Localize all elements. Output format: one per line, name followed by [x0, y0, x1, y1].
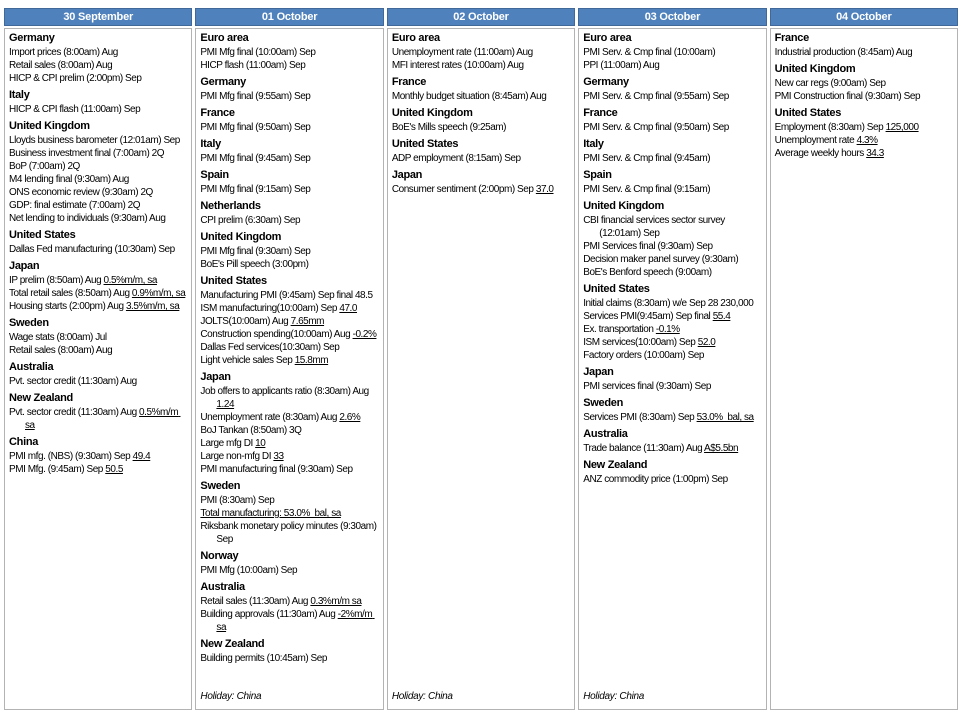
country-label: Italy	[9, 89, 30, 101]
event-text: Unemployment rate	[774, 135, 855, 146]
event-value: 47.0	[339, 303, 357, 314]
country-section	[392, 32, 570, 72]
country-label: France	[774, 32, 809, 44]
event-row	[200, 315, 378, 328]
event-text: PMI Services final (9:30am) Sep	[583, 241, 713, 252]
event-row	[9, 134, 187, 147]
event-row	[9, 375, 187, 388]
event-text: Net lending to individuals (9:30am) Aug	[9, 213, 166, 224]
country-label: New Zealand	[583, 459, 648, 471]
event-text: BoE's Mills speech (9:25am)	[391, 122, 507, 133]
event-row	[9, 186, 187, 199]
event-text: Pvt. sector credit (11:30am) Aug	[9, 407, 137, 418]
event-row	[775, 134, 953, 147]
country-label: Australia	[200, 581, 245, 593]
event-text: HICP & CPI prelim (2:00pm) Sep	[9, 73, 142, 84]
country-label: Sweden	[9, 317, 49, 329]
event-row	[583, 310, 761, 323]
country-label: Australia	[9, 361, 54, 373]
event-row	[9, 274, 187, 287]
event-value: 1.24	[216, 399, 235, 410]
country-section	[200, 550, 378, 577]
event-value: 15.8mm	[294, 355, 329, 366]
country-label: Germany	[9, 32, 55, 44]
event-text: PMI mfg. (NBS) (9:30am) Sep	[9, 451, 131, 462]
event-value: 3.5%m/m, sa	[125, 301, 180, 312]
event-text: Services PMI (8:30am) Sep	[583, 412, 695, 423]
country-label: United Kingdom	[391, 107, 473, 119]
event-text: PMI Mfg final (9:50am) Sep	[200, 122, 311, 133]
event-text: PMI Serv. & Cmp final (9:50am) Sep	[583, 122, 729, 133]
country-section	[583, 169, 761, 196]
event-row	[583, 323, 761, 336]
column-date-header: 01 October	[195, 8, 383, 26]
column-date-header: 30 September	[4, 8, 192, 26]
column-body	[770, 28, 958, 710]
country-section	[200, 138, 378, 165]
event-row	[583, 183, 761, 196]
event-text: Initial claims (8:30am) w/e Sep 28 230,000	[583, 298, 754, 309]
event-row	[583, 46, 761, 59]
event-text: Monthly budget situation (8:45am) Aug	[391, 91, 547, 102]
country-label: Japan	[9, 260, 40, 272]
event-value: 125,000	[885, 122, 919, 133]
event-value: 49.4	[132, 451, 151, 462]
calendar-column	[387, 8, 575, 710]
event-text: Building permits (10:45am) Sep	[200, 653, 327, 664]
event-text: PMI Serv. & Cmp final (9:45am)	[583, 153, 711, 164]
country-label: France	[583, 107, 618, 119]
country-section	[9, 89, 187, 116]
country-section	[200, 76, 378, 103]
event-text: PMI Serv. & Cmp final (9:15am)	[583, 184, 711, 195]
event-text: Business investment final (7:00am) 2Q	[9, 148, 165, 159]
event-text: ADP employment (8:15am) Sep	[391, 153, 521, 164]
country-section	[583, 459, 761, 486]
event-row	[583, 411, 761, 424]
country-section	[775, 63, 953, 103]
event-row	[775, 121, 953, 134]
event-value: -0.2%	[352, 329, 377, 340]
country-section	[200, 480, 378, 546]
event-value: 2.6%	[339, 412, 361, 423]
event-text: Retail sales (11:30am) Aug	[200, 596, 309, 607]
event-text: HICP & CPI flash (11:00am) Sep	[9, 104, 141, 115]
event-row	[9, 287, 187, 300]
country-section	[9, 392, 187, 432]
event-value: 34.3	[866, 148, 884, 159]
country-label: United Kingdom	[200, 231, 282, 243]
country-label: France	[200, 107, 235, 119]
country-section	[392, 107, 570, 134]
event-row	[9, 450, 187, 463]
column-body	[4, 28, 192, 710]
column-body	[195, 28, 383, 710]
event-text: MFI interest rates (10:00am) Aug	[391, 60, 524, 71]
event-row	[9, 212, 187, 225]
event-text: Industrial production (8:45am) Aug	[774, 47, 913, 58]
event-row	[392, 183, 570, 196]
event-row	[200, 595, 378, 608]
country-label: Germany	[200, 76, 246, 88]
event-text: PMI manufacturing final (9:30am) Sep	[200, 464, 353, 475]
event-row	[200, 183, 378, 196]
event-text: Job offers to applicants ratio (8:30am) Aug	[200, 386, 369, 397]
event-text: Total retail sales (8:50am) Aug	[9, 288, 130, 299]
event-row	[9, 72, 187, 85]
country-label: Euro area	[391, 32, 440, 44]
event-row	[583, 349, 761, 362]
event-text: Retail sales (8:00am) Aug	[9, 60, 113, 71]
event-text: Ex. transportation	[583, 324, 654, 335]
event-row	[200, 341, 378, 354]
country-label: United Kingdom	[774, 63, 856, 75]
event-value: 53.0% bal, sa	[696, 412, 754, 423]
event-text: JOLTS(10:00am) Aug	[200, 316, 289, 327]
event-row	[775, 147, 953, 160]
event-text: HICP flash (11:00am) Sep	[200, 60, 306, 71]
event-value: Total manufacturing: 53.0% bal, sa	[200, 508, 341, 519]
event-value: -0.1%	[655, 324, 680, 335]
event-row	[392, 152, 570, 165]
event-value: 0.5%m/m sa	[25, 407, 181, 431]
event-text: Import prices (8:00am) Aug	[9, 47, 118, 58]
event-row	[200, 463, 378, 476]
event-row	[200, 564, 378, 577]
event-row	[775, 46, 953, 59]
event-row	[200, 328, 378, 341]
country-label: Japan	[583, 366, 614, 378]
country-section	[200, 200, 378, 227]
event-text: IP prelim (8:50am) Aug	[9, 275, 102, 286]
event-row	[583, 442, 761, 455]
event-text: Unemployment rate (11:00am) Aug	[391, 47, 533, 58]
event-text: Wage stats (8:00am) Jul	[9, 332, 107, 343]
calendar-column	[4, 8, 192, 710]
country-label: New Zealand	[200, 638, 265, 650]
event-text: Dallas Fed services(10:30am) Sep	[200, 342, 340, 353]
event-row	[200, 59, 378, 72]
event-text: M4 lending final (9:30am) Aug	[9, 174, 129, 185]
column-date-header: 04 October	[770, 8, 958, 26]
event-value: 7.65mm	[290, 316, 325, 327]
event-value: 52.0	[697, 337, 716, 348]
event-text: PPI (11:00am) Aug	[583, 60, 660, 71]
country-label: Italy	[583, 138, 604, 150]
event-row	[200, 245, 378, 258]
event-text: New car regs (9:00am) Sep	[774, 78, 886, 89]
event-text: PMI Mfg. (9:45am) Sep	[9, 464, 103, 475]
event-row	[583, 59, 761, 72]
event-text: PMI Construction final (9:30am) Sep	[774, 91, 921, 102]
calendar-column	[578, 8, 766, 710]
event-text: Construction spending(10:00am) Aug	[200, 329, 351, 340]
event-value: 0.5%m/m, sa	[103, 275, 157, 286]
event-row	[200, 90, 378, 103]
country-label: Germany	[583, 76, 629, 88]
event-row	[200, 507, 378, 520]
event-row	[9, 160, 187, 173]
event-text: Unemployment rate (8:30am) Aug	[200, 412, 337, 423]
event-value: 0.9%m/m, sa	[131, 288, 186, 299]
event-text: Manufacturing PMI (9:45am) Sep final 48.5	[200, 290, 373, 301]
event-text: PMI Mfg final (9:15am) Sep	[200, 184, 311, 195]
event-text: Riksbank monetary policy minutes (9:30am) Sep	[200, 521, 377, 545]
event-text: PMI (8:30am) Sep	[200, 495, 275, 506]
event-row	[392, 59, 570, 72]
event-row	[9, 103, 187, 116]
event-text: Large mfg DI	[200, 438, 253, 449]
event-text: ANZ commodity price (1:00pm) Sep	[583, 474, 728, 485]
country-label: Euro area	[583, 32, 632, 44]
country-label: New Zealand	[9, 392, 73, 404]
event-row	[200, 608, 378, 634]
event-row	[200, 494, 378, 507]
country-section	[9, 120, 187, 225]
event-row	[200, 652, 378, 665]
event-value: 33	[273, 451, 284, 462]
country-label: Norway	[200, 550, 239, 562]
event-value: -2%m/m sa	[216, 609, 375, 633]
country-section	[9, 229, 187, 256]
country-label: Italy	[200, 138, 221, 150]
event-text: BoP (7:00am) 2Q	[9, 161, 80, 172]
calendar-column	[195, 8, 383, 710]
holiday-note: Holiday: China	[200, 691, 262, 702]
event-value: 10	[255, 438, 266, 449]
country-section	[9, 32, 187, 85]
event-row	[9, 300, 187, 313]
country-label: Netherlands	[200, 200, 261, 212]
country-label: United Kingdom	[583, 200, 664, 212]
event-row	[9, 147, 187, 160]
country-section	[200, 638, 378, 665]
event-row	[9, 243, 187, 256]
country-section	[583, 366, 761, 393]
event-row	[583, 90, 761, 103]
event-value: 4.3%	[856, 135, 878, 146]
event-text: PMI Mfg (10:00am) Sep	[200, 565, 298, 576]
country-label: Japan	[391, 169, 423, 181]
event-row	[583, 121, 761, 134]
country-label: United States	[583, 283, 650, 295]
event-row	[200, 258, 378, 271]
country-section	[775, 107, 953, 160]
country-section	[392, 138, 570, 165]
event-text: PMI Mfg final (10:00am) Sep	[200, 47, 316, 58]
event-row	[583, 240, 761, 253]
event-row	[200, 385, 378, 411]
column-body	[578, 28, 766, 710]
event-text: ISM manufacturing(10:00am) Sep	[200, 303, 337, 314]
event-text: Consumer sentiment (2:00pm) Sep	[391, 184, 534, 195]
event-row	[775, 77, 953, 90]
country-section	[392, 169, 570, 196]
event-row	[200, 354, 378, 367]
event-row	[583, 473, 761, 486]
event-text: Large non-mfg DI	[200, 451, 272, 462]
event-row	[583, 266, 761, 279]
country-label: Euro area	[200, 32, 249, 44]
event-text: PMI Serv. & Cmp final (10:00am)	[583, 47, 716, 58]
event-row	[583, 336, 761, 349]
event-value: 55.4	[712, 311, 731, 322]
event-text: CBI financial services sector survey (12:01am) Sep	[583, 215, 725, 239]
event-text: Housing starts (2:00pm) Aug	[9, 301, 124, 312]
event-row	[392, 90, 570, 103]
country-section	[583, 138, 761, 165]
event-row	[9, 344, 187, 357]
country-section	[200, 169, 378, 196]
column-body	[387, 28, 575, 710]
event-text: Factory orders (10:00am) Sep	[583, 350, 705, 361]
event-text: ISM services(10:00am) Sep	[583, 337, 696, 348]
country-label: United States	[774, 107, 842, 119]
country-section	[583, 107, 761, 134]
event-text: Lloyds business barometer (12:01am) Sep	[9, 135, 180, 146]
event-text: GDP: final estimate (7:00am) 2Q	[9, 200, 141, 211]
event-row	[9, 59, 187, 72]
event-text: Average weekly hours	[774, 148, 864, 159]
event-row	[9, 406, 187, 432]
event-row	[200, 302, 378, 315]
event-row	[200, 424, 378, 437]
event-value: 50.5	[105, 464, 123, 475]
country-section	[583, 200, 761, 279]
event-row	[9, 331, 187, 344]
country-label: United Kingdom	[9, 120, 90, 132]
event-row	[775, 90, 953, 103]
event-row	[392, 46, 570, 59]
event-row	[583, 253, 761, 266]
country-section	[9, 260, 187, 313]
event-row	[583, 380, 761, 393]
event-row	[9, 199, 187, 212]
country-label: Spain	[200, 169, 229, 181]
country-label: Sweden	[200, 480, 241, 492]
event-row	[200, 450, 378, 463]
event-text: Services PMI(9:45am) Sep final	[583, 311, 711, 322]
country-section	[200, 371, 378, 476]
country-section	[9, 317, 187, 357]
event-row	[9, 173, 187, 186]
country-section	[200, 107, 378, 134]
holiday-note: Holiday: China	[391, 691, 453, 702]
country-section	[583, 32, 761, 72]
event-row	[583, 214, 761, 240]
country-section	[583, 283, 761, 362]
event-row	[583, 297, 761, 310]
event-text: PMI services final (9:30am) Sep	[583, 381, 711, 392]
event-value: 37.0	[535, 184, 554, 195]
country-section	[200, 231, 378, 271]
country-label: Spain	[583, 169, 612, 181]
country-label: United States	[200, 275, 267, 287]
country-label: Australia	[583, 428, 628, 440]
event-value: A$5.5bn	[704, 443, 739, 454]
event-row	[200, 152, 378, 165]
event-text: PMI Mfg final (9:30am) Sep	[200, 246, 311, 257]
column-date-header: 03 October	[578, 8, 766, 26]
country-section	[583, 397, 761, 424]
country-section	[775, 32, 953, 59]
calendar-column	[770, 8, 958, 710]
country-section	[200, 275, 378, 367]
event-text: Building approvals (11:30am) Aug	[200, 609, 336, 620]
event-text: PMI Serv. & Cmp final (9:55am) Sep	[583, 91, 729, 102]
event-row	[9, 463, 187, 476]
event-text: Employment (8:30am) Sep	[774, 122, 884, 133]
country-section	[9, 361, 187, 388]
event-text: PMI Mfg final (9:45am) Sep	[200, 153, 311, 164]
country-label: United States	[391, 138, 459, 150]
country-label: China	[9, 436, 39, 448]
event-text: BoE's Benford speech (9:00am)	[583, 267, 712, 278]
event-text: Trade balance (11:30am) Aug	[583, 443, 703, 454]
country-label: Japan	[200, 371, 231, 383]
event-row	[583, 152, 761, 165]
event-row	[200, 437, 378, 450]
event-text: CPI prelim (6:30am) Sep	[200, 215, 301, 226]
event-row	[200, 46, 378, 59]
country-label: United States	[9, 229, 76, 241]
event-row	[392, 121, 570, 134]
holiday-note: Holiday: China	[583, 691, 645, 702]
country-section	[583, 428, 761, 455]
event-text: Decision maker panel survey (9:30am)	[583, 254, 739, 265]
event-text: PMI Mfg final (9:55am) Sep	[200, 91, 311, 102]
event-text: BoJ Tankan (8:50am) 3Q	[200, 425, 302, 436]
event-value: 0.3%m/m sa	[310, 596, 362, 607]
event-row	[200, 520, 378, 546]
event-row	[200, 411, 378, 424]
event-row	[200, 121, 378, 134]
event-row	[9, 46, 187, 59]
event-row	[200, 214, 378, 227]
event-text: BoE's Pill speech (3:00pm)	[200, 259, 309, 270]
column-date-header: 02 October	[387, 8, 575, 26]
event-text: Light vehicle sales Sep	[200, 355, 293, 366]
event-text: Dallas Fed manufacturing (10:30am) Sep	[9, 244, 175, 255]
event-row	[200, 289, 378, 302]
country-section	[392, 76, 570, 103]
country-section	[9, 436, 187, 476]
country-section	[200, 32, 378, 72]
country-section	[583, 76, 761, 103]
event-text: Pvt. sector credit (11:30am) Aug	[9, 376, 137, 387]
country-label: France	[391, 76, 427, 88]
event-text: ONS economic review (9:30am) 2Q	[9, 187, 153, 198]
country-label: Sweden	[583, 397, 623, 409]
country-section	[200, 581, 378, 634]
event-text: Retail sales (8:00am) Aug	[9, 345, 113, 356]
